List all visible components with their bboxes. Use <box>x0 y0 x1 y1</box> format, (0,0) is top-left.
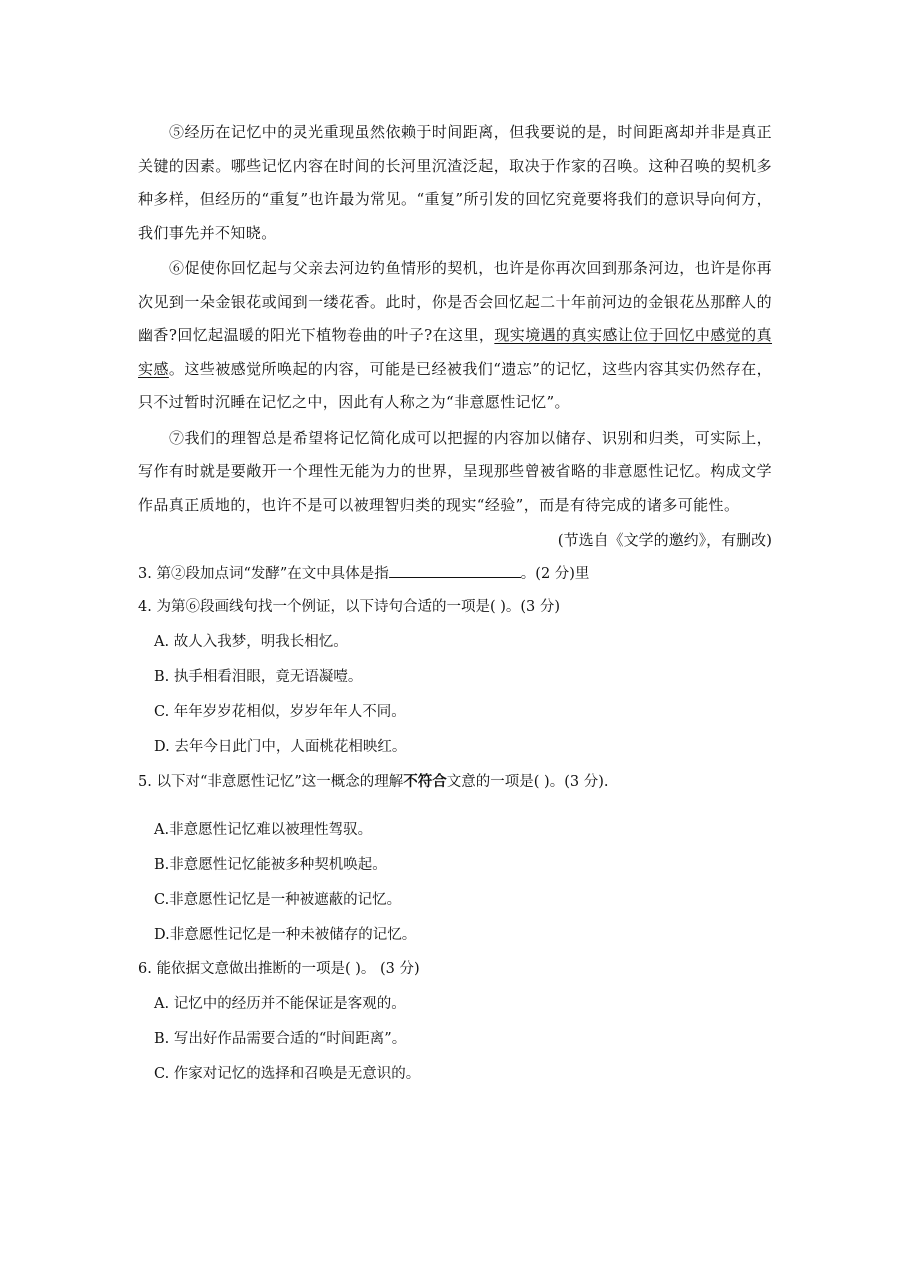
question-5-text-a: 5. 以下对“非意愿性记忆”这一概念的理解 <box>138 773 404 790</box>
question-5-option-a: A.非意愿性记忆难以被理性驾驭。 <box>154 822 373 838</box>
question-6: 6. 能依据文意做出推断的一项是( )。 (3 分) <box>138 961 420 977</box>
question-6-option-a: A. 记忆中的经历并不能保证是客观的。 <box>154 995 406 1012</box>
spacer <box>138 799 772 813</box>
question-4-option-b: B. 执手相看泪眼，竟无语凝噎。 <box>154 668 363 685</box>
paragraph-6-text-b: 。这些被感觉所唤起的内容，可能是已经被我们“遗忘”的记忆，这些内容其实仍然存在，只不过暂时沉睡在记忆之中，因此有人称之为“非意愿性记忆”。 <box>138 359 772 411</box>
question-4-option-a: A. 故人入我梦，明我长相忆。 <box>154 633 348 650</box>
question-4-option-c: C. 年年岁岁花相似，岁岁年年人不同。 <box>154 703 406 720</box>
question-6-option-b: B. 写出好作品需要合适的“时间距离”。 <box>154 1030 407 1047</box>
paragraph-5: ⑤经历在记忆中的灵光重现虽然依赖于时间距离，但我要说的是，时间距离却并非是真正关键的因素。哪些记忆内容在时间的长河里沉渣泛起，取决于作家的召唤。这种召唤的契机多种多样，但经历的“重复”也许最为常见。“重复”所引发的回忆究竟要将我们的意识导向何方，我们事先并不知晓。 <box>138 123 772 242</box>
question-5 <box>138 765 772 800</box>
question-5-option-b: B.非意愿性记忆能被多种契机唤起。 <box>154 857 387 873</box>
question-5-option-d: D.非意愿性记忆是一种未被储存的记忆。 <box>154 927 417 943</box>
paragraph-6-text-a: ⑥促使你回忆起与父亲去河边钓鱼情形的契机，也许是你再次回到那条河边，也许是你再次见到一朵金银花或闻到一缕花香。此时，你是否会回忆起二十年前河边的金银花丛那醉人的幽香?回忆起温暖的阳光下植物卷曲的叶子?在这里， <box>138 259 772 344</box>
question-5-emphasis: 不符合 <box>403 772 447 790</box>
answer-blank[interactable] <box>389 563 521 578</box>
question-6-option-c: C. 作家对记忆的选择和召唤是无意识的。 <box>154 1065 421 1082</box>
question-4: 4. 为第⑥段画线句找一个例证，以下诗句合适的一项是( )。(3 分) <box>138 599 561 615</box>
paragraph-7: ⑦我们的理智总是希望将记忆简化成可以把握的内容加以储存、识别和归类，可实际上，写作有时就是要敞开一个理性无能为力的世界，呈现那些曾被省略的非意愿性记忆。构成文学作品真正质地的，也许不是可以被理智归类的现实“经验”，而是有待完成的诸多可能性。 <box>138 428 772 514</box>
question-3 <box>138 558 772 592</box>
document-page <box>138 116 772 1092</box>
question-5-option-c: C.非意愿性记忆是一种被遮蔽的记忆。 <box>154 892 402 908</box>
question-3-text: 3. 第②段加点词“发酵”在文中具体是指 <box>138 565 389 582</box>
question-5-text-b: 文意的一项是( )。(3 分). <box>446 773 609 790</box>
passage-source: (节选自《文学的邀约》，有删改) <box>557 531 772 549</box>
paragraph-6-underlined-sentence: 现实境遇的真实感让位于回忆中感觉的真实感 <box>138 326 773 378</box>
paragraph-6 <box>138 252 772 420</box>
question-3-score: 。(2 分)里 <box>520 565 590 582</box>
question-4-option-d: D. 去年今日此门中，人面桃花相映红。 <box>154 738 407 755</box>
